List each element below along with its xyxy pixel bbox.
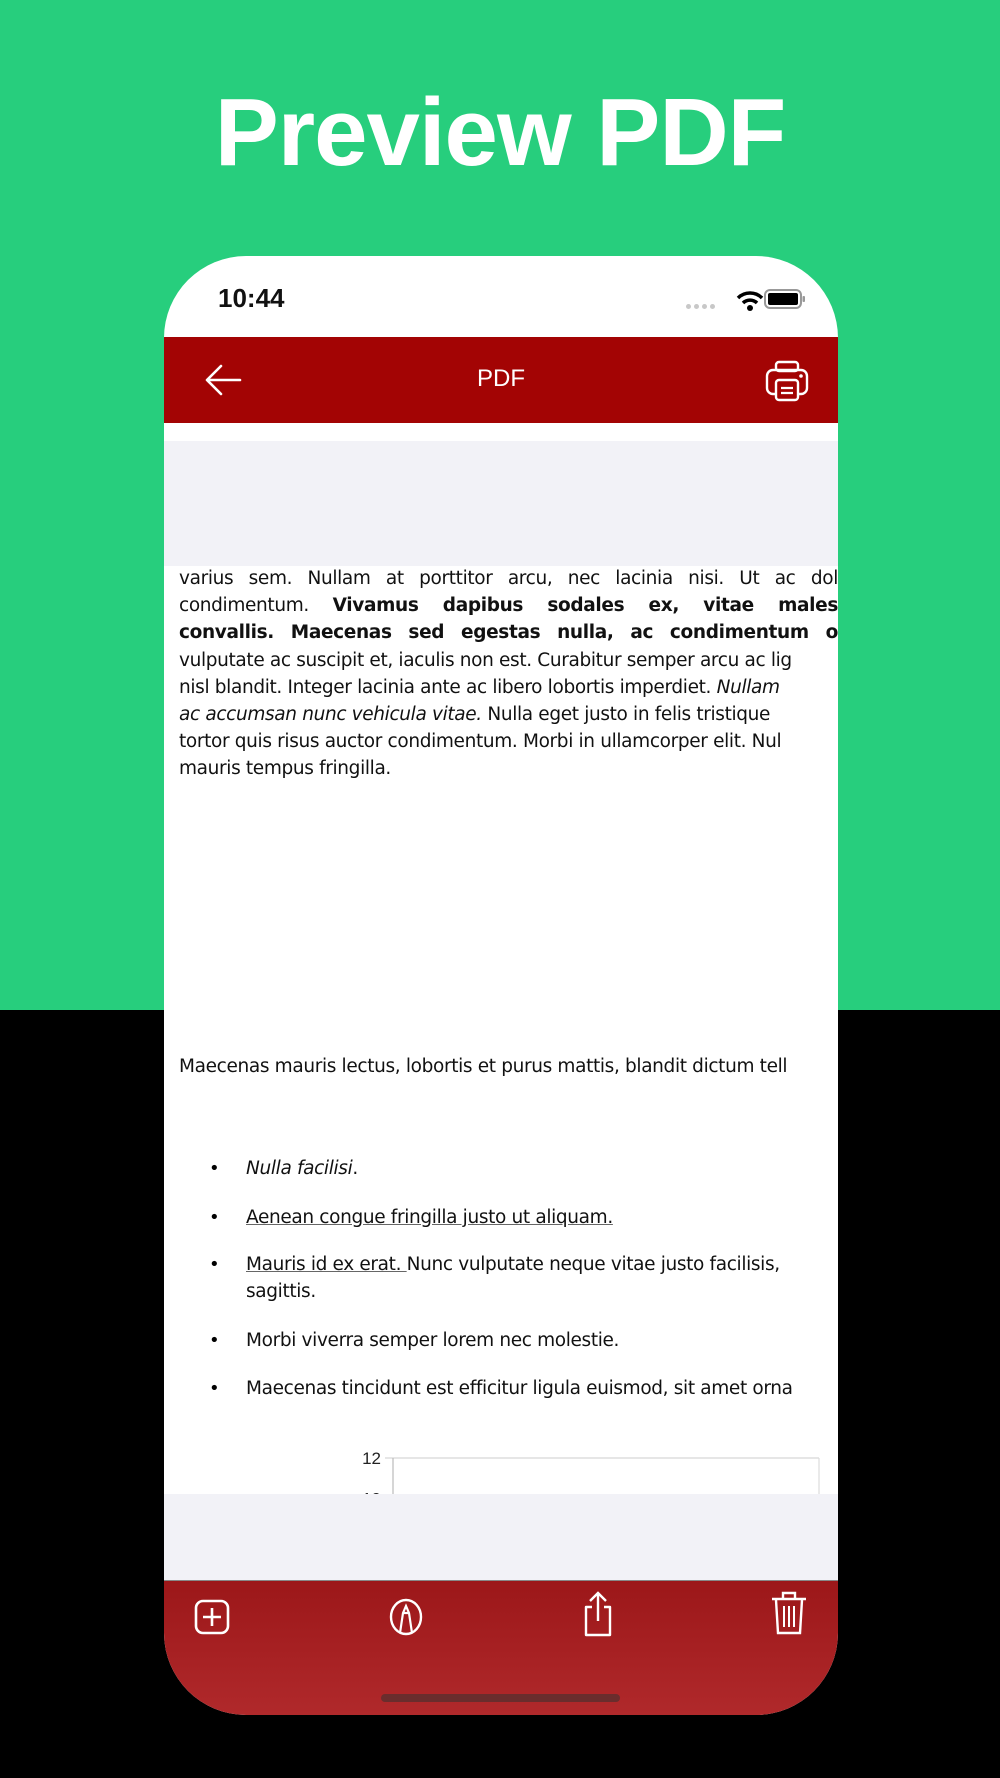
status-bar — [164, 256, 838, 337]
list-item — [246, 1207, 613, 1228]
bullet-icon: • — [209, 1378, 220, 1399]
text-run: Maecenas tincidunt est efficitur ligula euismod, sit amet orna — [246, 1378, 793, 1399]
text-line — [179, 650, 792, 671]
text-run: condimentum. — [179, 595, 333, 617]
bottom-toolbar — [164, 1580, 838, 1715]
list-item — [246, 1330, 619, 1351]
bullet-icon: • — [209, 1330, 220, 1351]
text-run: ac accumsan nunc vehicula vitae. — [179, 704, 482, 725]
home-indicator[interactable] — [381, 1694, 620, 1702]
text-run: convallis. Maecenas sed egestas nulla, ac condimentum o — [179, 622, 838, 644]
text-run: Morbi viverra semper lorem nec molestie. — [246, 1330, 620, 1351]
page-gap — [164, 441, 838, 566]
text-run: nisl blandit. Integer lacinia ante ac libero lobortis imperdiet. — [179, 676, 717, 698]
list-item — [246, 1158, 358, 1179]
banner-title: Preview PDF — [214, 79, 786, 186]
battery-icon — [764, 288, 806, 310]
text-line — [179, 731, 781, 752]
bullet-continuation: sagittis. — [246, 1281, 316, 1302]
text-run: tortor quis risus auctor condimentum. Morbi in ullamcorper elit. Nul — [179, 731, 782, 753]
text-run: Nunc vulputate neque vitae justo facilisis, — [406, 1254, 780, 1275]
text-run: Vivamus dapibus sodales ex, vitae males — [332, 595, 838, 617]
text-line — [179, 758, 391, 779]
text-run: Nulla eget justo in felis tristique — [481, 704, 771, 725]
text-run: Nulla facilisi — [246, 1158, 353, 1179]
bullet-icon: • — [209, 1207, 220, 1228]
text-line — [179, 568, 838, 589]
trash-icon[interactable] — [769, 1589, 809, 1637]
print-button[interactable] — [765, 360, 809, 402]
signal-icon — [686, 304, 715, 309]
text-line — [179, 622, 838, 643]
list-item — [246, 1378, 793, 1399]
phone-frame — [164, 256, 838, 1738]
app-header — [164, 337, 838, 423]
text-run: Mauris id ex erat. — [246, 1254, 407, 1275]
list-item — [246, 1254, 780, 1275]
page-gap-bottom — [164, 1494, 838, 1580]
paragraph-2: Maecenas mauris lectus, lobortis et purus mattis, blandit dictum tell — [179, 1056, 788, 1077]
wifi-icon — [736, 290, 764, 312]
text-run: Nullam — [716, 676, 780, 698]
markup-pen-icon[interactable] — [386, 1597, 426, 1637]
text-run: Aenean congue fringilla justo ut aliquam. — [246, 1207, 613, 1228]
text-run: . — [352, 1158, 358, 1179]
plus-square-icon[interactable] — [192, 1597, 232, 1637]
bullet-icon: • — [209, 1254, 220, 1275]
y-tick-label: 12 — [362, 1449, 381, 1468]
text-line — [179, 677, 780, 698]
text-line — [179, 704, 770, 725]
text-run: mauris tempus fringilla. — [179, 758, 391, 780]
text-run: vulputate ac suscipit et, iaculis non est. Curabitur semper arcu ac lig — [179, 649, 792, 671]
text-line — [179, 595, 838, 616]
header-title: PDF — [477, 365, 525, 392]
text-run: varius sem. Nullam at porttitor arcu, nec lacinia nisi. Ut ac dol — [179, 568, 838, 589]
status-time: 10:44 — [218, 283, 285, 313]
pdf-page[interactable] — [164, 566, 838, 1738]
bullet-icon: • — [209, 1158, 220, 1179]
bar-chart: 12Row 1 Row 2 Row 3 Row 4 — [284, 1432, 838, 1494]
share-icon[interactable] — [578, 1589, 618, 1639]
